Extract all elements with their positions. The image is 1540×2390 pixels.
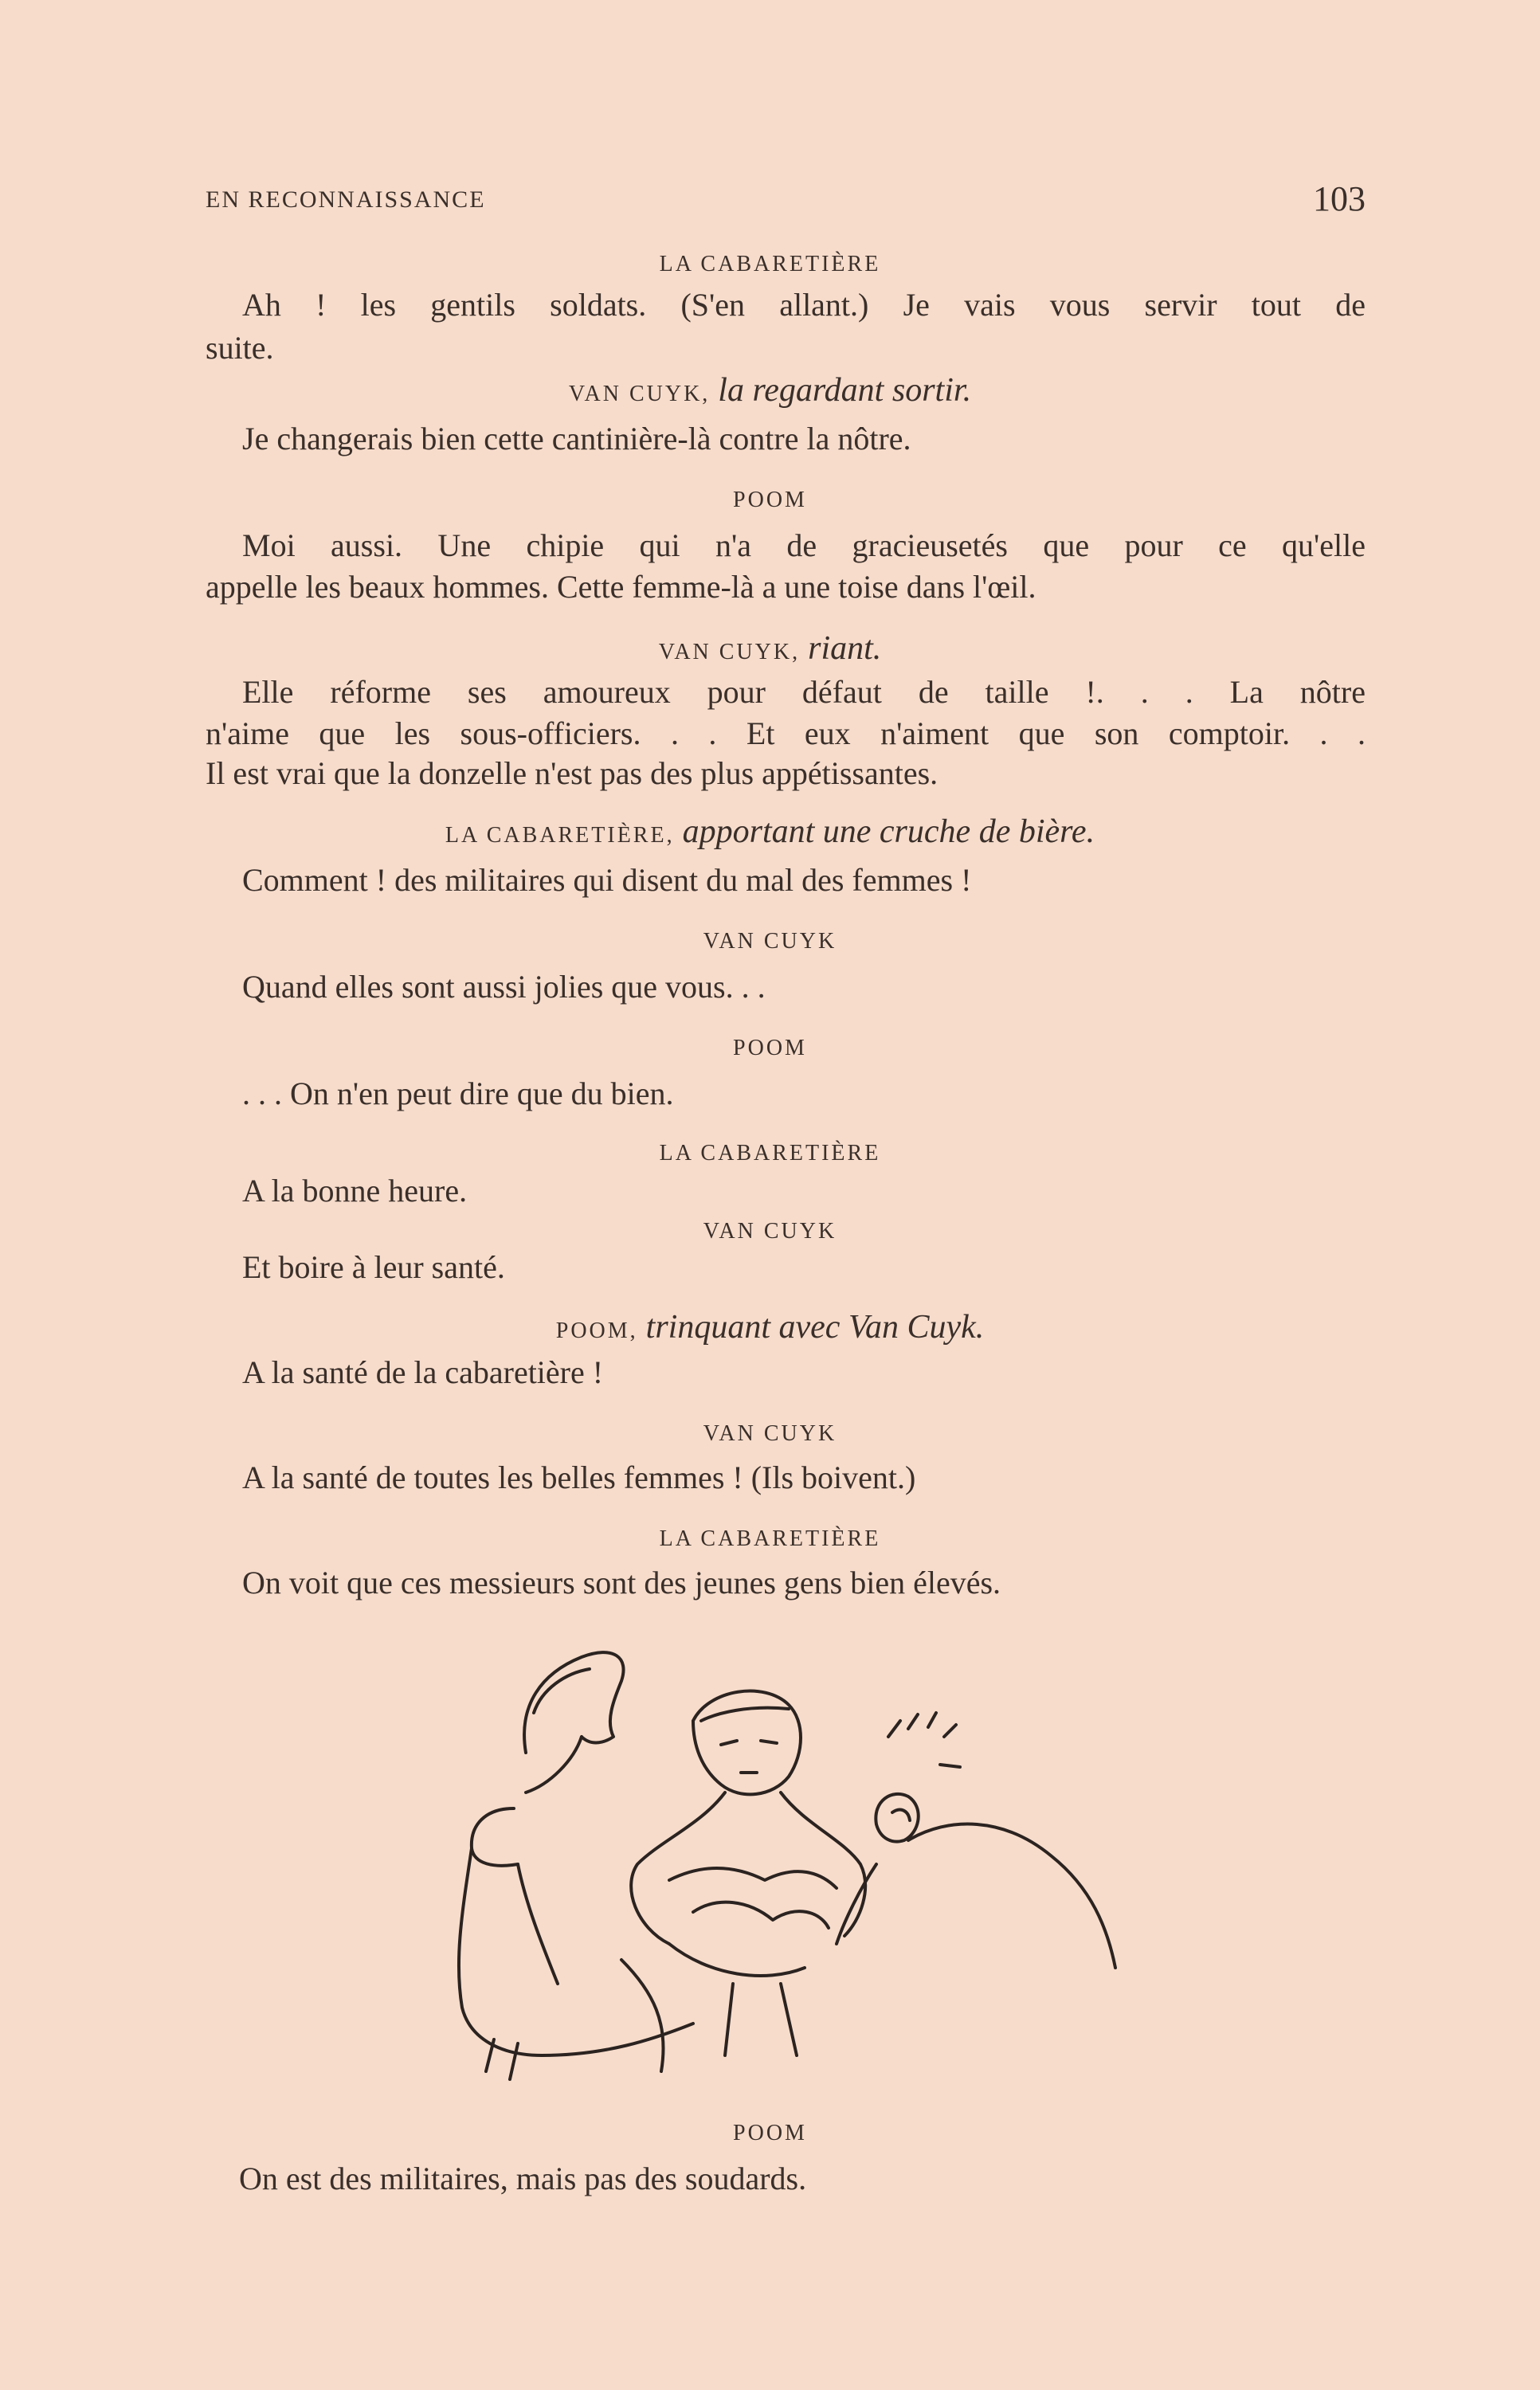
dialogue-line: Elle réforme ses amoureux pour défaut de taille !. . . La nôtre (242, 674, 1366, 710)
speaker-name: VAN CUYK (703, 1421, 837, 1446)
dialogue-line: Et boire à leur santé. (242, 1249, 505, 1285)
stage-direction: apportant une cruche de bière. (682, 813, 1095, 850)
dialogue-line: n'aime que les sous-officiers. . . Et eux n'aiment que son comptoir. . . (206, 715, 1366, 751)
dialogue-line: Je changerais bien cette cantinière-là contre la nôtre. (242, 421, 911, 456)
ink-sketch-illustration (430, 1625, 1147, 2103)
dialogue-line: suite. (206, 330, 274, 366)
speaker-name: VAN CUYK (703, 929, 837, 954)
speaker-name: POOM (733, 488, 807, 512)
speaker-name: LA CABARETIÈRE (659, 1141, 881, 1166)
speaker-name: LA CABARETIÈRE (659, 252, 881, 276)
dialogue-line: On est des militaires, mais pas des soudards. (239, 2161, 807, 2196)
stage-direction: trinquant avec Van Cuyk. (645, 1309, 985, 1346)
speaker-name: VAN CUYK, la regardant sortir. (568, 372, 972, 409)
speaker-name: LA CABARETIÈRE (659, 1526, 881, 1551)
speaker-name: POOM (733, 1036, 807, 1060)
speaker-name: VAN CUYK (703, 1219, 837, 1244)
speaker-name: POOM (733, 2121, 807, 2145)
dialogue-line: A la bonne heure. (242, 1173, 468, 1209)
speaker-name: LA CABARETIÈRE, apportant une cruche de bière. (445, 813, 1095, 850)
page-number: 103 (1313, 179, 1366, 218)
dialogue-line: Quand elles sont aussi jolies que vous. . . (242, 969, 766, 1005)
dialogue-line: appelle les beaux hommes. Cette femme-là a une toise dans l'œil. (206, 569, 1036, 605)
speaker-name: VAN CUYK, riant. (658, 630, 882, 667)
dialogue-line: A la santé de la cabaretière ! (242, 1354, 604, 1390)
running-header: EN RECONNAISSANCE (206, 186, 486, 213)
dialogue-line: . . . On n'en peut dire que du bien. (242, 1076, 674, 1111)
speaker-name: POOM, trinquant avec Van Cuyk. (555, 1309, 985, 1346)
dialogue-line: On voit que ces messieurs sont des jeunes gens bien élevés. (242, 1565, 1001, 1601)
dialogue-line: Moi aussi. Une chipie qui n'a de gracieusetés que pour ce qu'elle (242, 527, 1366, 563)
stage-direction: la regardant sortir. (718, 372, 972, 409)
dialogue-line: A la santé de toutes les belles femmes ! (Ils boivent.) (242, 1459, 916, 1495)
stage-direction: riant. (808, 630, 882, 667)
dialogue-line: Ah ! les gentils soldats. (S'en allant.) Je vais vous servir tout de (242, 287, 1366, 323)
dialogue-line: Il est vrai que la donzelle n'est pas des plus appétissantes. (206, 755, 938, 791)
dialogue-line: Comment ! des militaires qui disent du mal des femmes ! (242, 862, 972, 898)
